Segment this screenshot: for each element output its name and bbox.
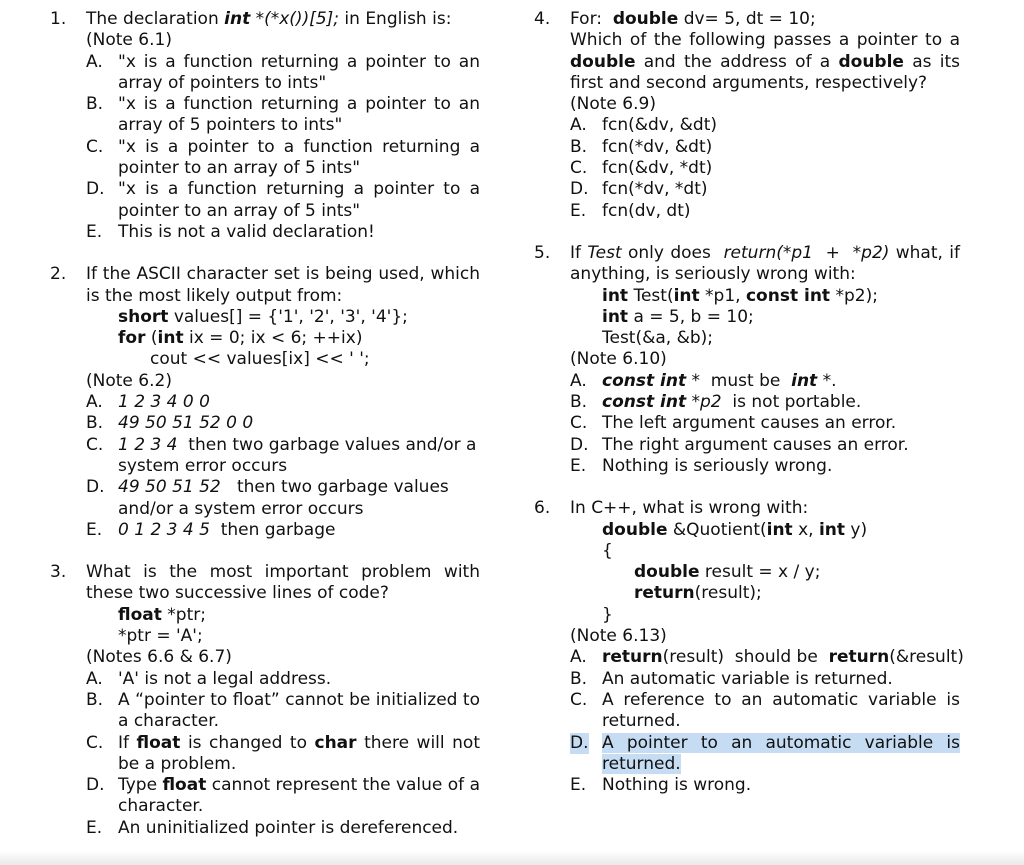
code-line: for (int ix = 0; ix < 6; ++ix) — [118, 328, 363, 349]
question-setup: For: double dv= 5, dt = 10; — [570, 9, 816, 29]
question-number: 1. — [50, 9, 67, 29]
code-line: int a = 5, b = 10; — [602, 306, 754, 327]
question-2 — [50, 264, 480, 541]
option-e[interactable]: E. fcn(dv, dt) — [570, 200, 691, 221]
question-number: 6. — [534, 498, 551, 519]
question-4 — [534, 9, 960, 222]
option-c[interactable]: C. A reference to an automatic variable is returned. — [570, 689, 960, 732]
question-1 — [50, 9, 480, 243]
right-column — [534, 9, 966, 796]
code-line: float *ptr; — [118, 604, 206, 625]
option-a[interactable]: A. 'A' is not a legal address. — [86, 668, 332, 689]
code-line: Test(&a, &b); — [602, 328, 713, 349]
option-c[interactable]: C. The left argument causes an error. — [570, 413, 897, 434]
code-line: return(result); — [634, 583, 762, 604]
code-line: *ptr = 'A'; — [118, 626, 203, 647]
code-line: { — [602, 540, 613, 561]
option-c[interactable]: C. If float is changed to char there will not be a problem. — [86, 732, 480, 774]
option-c[interactable]: C. 1 2 3 4 then two garbage values and/or a system error occurs — [86, 434, 482, 476]
note-reference: (Note 6.10) — [570, 349, 667, 370]
option-b[interactable]: B. fcn(*dv, &dt) — [570, 136, 713, 157]
code-line: short values[] = {'1', '2', '3', '4'}; — [118, 306, 408, 327]
option-a[interactable]: A. return(result) should be return(&result) — [570, 647, 964, 668]
option-b[interactable]: B. An automatic variable is returned. — [570, 668, 893, 689]
question-6 — [534, 498, 964, 796]
option-b[interactable]: B. "x is a function returning a pointer to an array of 5 pointers to ints" — [86, 94, 480, 136]
note-reference: (Note 6.9) — [570, 94, 656, 115]
note-reference: (Note 6.2) — [86, 370, 172, 391]
option-d[interactable]: D. "x is a function returning a pointer to a pointer to an array of 5 ints" — [86, 179, 480, 221]
code-line: int Test(int *p1, const int *p2); — [602, 285, 878, 306]
note-reference: (Note 6.13) — [570, 626, 667, 647]
question-number: 2. — [50, 264, 67, 285]
option-b[interactable]: B. 49 50 51 52 0 0 — [86, 413, 254, 434]
option-e[interactable]: E. Nothing is wrong. — [570, 775, 752, 796]
option-c[interactable]: C. "x is a pointer to a function returning a pointer to an array of 5 ints" — [86, 136, 480, 179]
code-line: double result = x / y; — [634, 562, 821, 583]
question-stem: If Test only does return(*p1 + *p2) what, if anything, is seriously wrong with: — [570, 242, 966, 285]
option-a[interactable]: A. 1 2 3 4 0 0 — [86, 392, 210, 413]
note-reference: (Notes 6.6 & 6.7) — [86, 647, 232, 668]
option-d[interactable]: D. Type float cannot represent the value of a character. — [86, 775, 480, 817]
code-line: cout << values[ix] << ' '; — [150, 349, 370, 370]
code-line: double &Quotient(int x, int y) — [602, 519, 868, 540]
option-e[interactable]: E. An uninitialized pointer is dereferenced. — [86, 817, 459, 838]
question-3 — [50, 562, 480, 839]
question-stem: If the ASCII character set is being used, which is the most likely output from: — [86, 264, 480, 306]
question-number: 3. — [50, 562, 67, 583]
option-d-selected[interactable]: D. A pointer to an automatic variable is returned. — [570, 732, 960, 774]
question-stem: In C++, what is wrong with: — [570, 498, 809, 519]
option-d[interactable]: D. fcn(*dv, *dt) — [570, 179, 708, 200]
question-stem: Which of the following passes a pointer to a double and the address of a double as its first and second arguments, respectively? — [570, 30, 960, 93]
page-bottom-shadow — [0, 851, 1024, 865]
option-a[interactable]: A. fcn(&dv, &dt) — [570, 115, 717, 136]
option-b[interactable]: B. const int *p2 is not portable. — [570, 392, 862, 413]
question-stem: What is the most important problem with these two successive lines of code? — [86, 562, 480, 604]
option-c[interactable]: C. fcn(&dv, *dt) — [570, 158, 713, 179]
option-a[interactable]: A. const int * must be int *. — [570, 370, 837, 391]
question-number: 4. — [534, 9, 551, 29]
option-e[interactable]: E. This is not a valid declaration! — [86, 221, 375, 242]
question-number: 5. — [534, 242, 551, 263]
option-a[interactable]: A. "x is a function returning a pointer to an array of pointers to ints" — [86, 51, 480, 93]
note-reference: (Note 6.1) — [86, 30, 172, 51]
option-d[interactable]: D. 49 50 51 52 then two garbage values and/or a system error occurs — [86, 477, 455, 519]
question-stem: The declaration int *(*x())[5]; in English is: — [86, 9, 452, 29]
option-d[interactable]: D. The right argument causes an error. — [570, 434, 909, 455]
option-e[interactable]: E. Nothing is seriously wrong. — [570, 455, 833, 476]
left-column — [50, 9, 480, 839]
code-line: } — [602, 604, 613, 625]
option-b[interactable]: B. A “pointer to float” cannot be initialized to a character. — [86, 689, 480, 732]
question-5 — [534, 242, 966, 477]
option-e[interactable]: E. 0 1 2 3 4 5 then garbage — [86, 519, 336, 540]
